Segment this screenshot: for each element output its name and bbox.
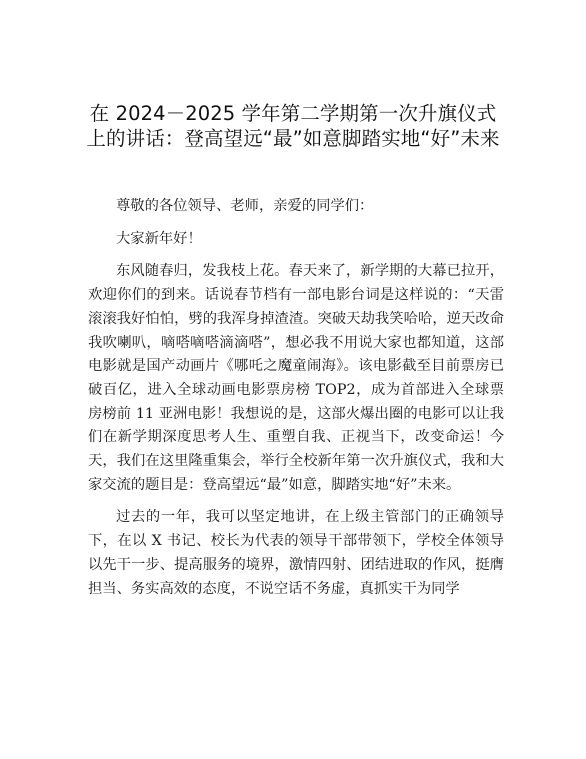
document-title: 在 2024－2025 学年第二学期第一次升旗仪式上的讲话：登高望远“最”如意脚踏实地“好”未来 [86, 102, 500, 150]
document-body [88, 195, 504, 610]
paragraph: 东风随春归，发我枝上花。春天来了，新学期的大幕已拉开，欢迎你们的到来。话说春节档有一部电影台词是这样说的：“天雷滚滚我好怕怕，劈的我浑身掉渣渣。突破天劫我笑哈哈，逆天改命我吹喇叭，嘀嗒嘀嗒滴滴嗒”，想必我不用说大家也都知道，这部电影就是国产动画片《哪吒之魔童闹海》。该电影截至目前票房已破百亿，进入全球动画电影票房榜 TOP2，成为首部进入全球票房榜前 11 亚洲电影！我想说的是，这部火爆出圈的电影可以让我们在新学期深度思考人生、重塑自我、正视当下，改变命运！今天，我们在这里隆重集会，举行全校新年第一次升旗仪式，我和大家交流的题目是：登高望远“最”如意，脚踏实地“好”未来。 [88, 263, 504, 493]
paragraph: 过去的一年，我可以坚定地讲，在上级主管部门的正确领导下，在以 X 书记、校长为代表的领导干部带领下，学校全体领导以先干一步、提高服务的境界，激情四射、团结进取的作风，挺膺担当、务实高效的态度，不说空话不务虚，真抓实干为同学 [88, 509, 504, 597]
salutation: 尊敬的各位领导、老师，亲爱的同学们： [116, 198, 374, 214]
greeting: 大家新年好！ [116, 230, 202, 247]
